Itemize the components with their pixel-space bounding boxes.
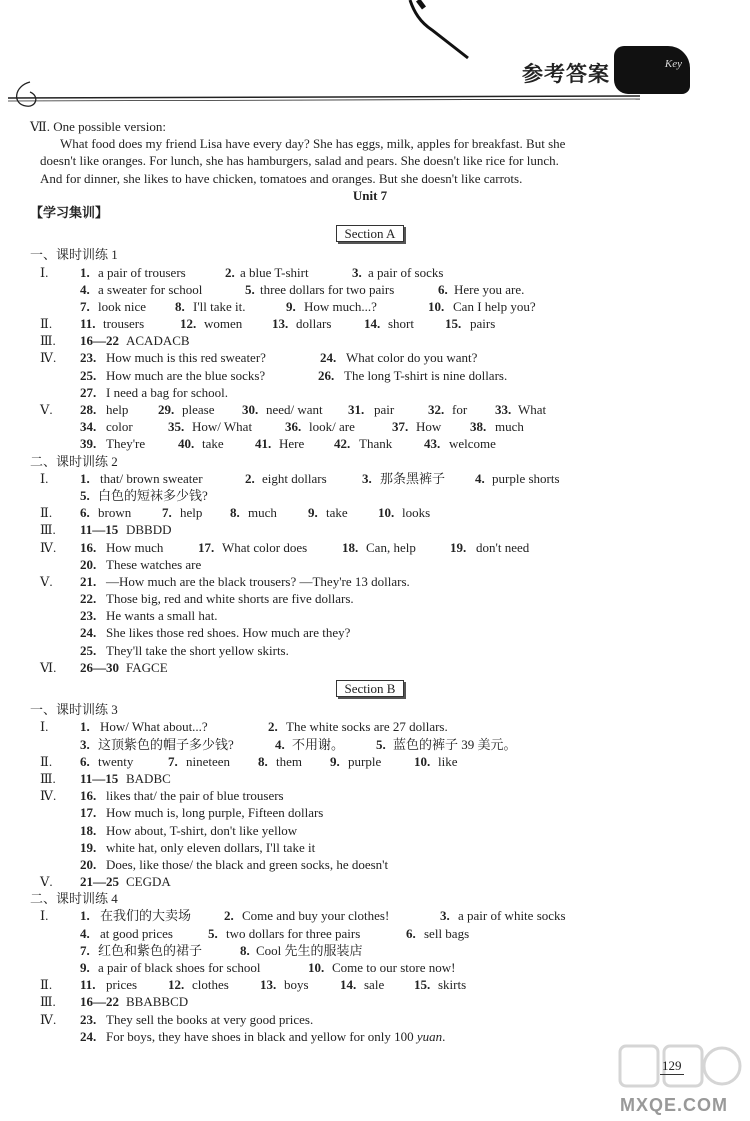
section-b-label: Section B bbox=[30, 680, 710, 697]
answer-row: 7. look nice 8. I'll take it. 9. How much...? 10. Can I help you? bbox=[80, 298, 536, 314]
answer-row: 20. Does, like those/ the black and green socks, he doesn't bbox=[80, 856, 389, 872]
para-label: Ⅶ. One possible version: bbox=[30, 119, 166, 134]
answer-row: 4. a sweater for school 5. three dollars for two pairs 6. Here you are. bbox=[80, 281, 525, 297]
answer-row: 18. How about, T-shirt, don't like yellow bbox=[80, 822, 298, 838]
answer-row: Ⅰ. 1. a pair of trousers 2. a blue T-shirt 3. a pair of socks bbox=[40, 264, 444, 280]
answer-row: Ⅰ. 1. that/ brown sweater 2. eight dollars 3. 那条黑裤子 4. purple shorts bbox=[40, 470, 560, 486]
para-line: doesn't like oranges. For lunch, she has hamburgers, salad and pears. She doesn't like rice for lunch. bbox=[40, 153, 559, 169]
answer-row: Ⅱ. 6. twenty 7. nineteen 8. them 9. purple 10. like bbox=[40, 753, 458, 769]
answer-row: Ⅳ. 23. How much is this red sweater? 24. What color do you want? bbox=[40, 350, 478, 366]
answer-row: 24. She likes those red shoes. How much are they? bbox=[80, 625, 351, 641]
answer-row: Ⅲ. 11—15 DBBDD bbox=[40, 522, 172, 538]
answer-row: Ⅱ. 11. trousers 12. women 13. dollars 14. short 15. pairs bbox=[40, 316, 496, 332]
lesson-heading: 一、课时训练 3 bbox=[30, 702, 118, 718]
lesson-heading: 一、课时训练 1 bbox=[30, 247, 118, 263]
answer-row: 23. He wants a small hat. bbox=[80, 608, 218, 624]
answer-row: 25. They'll take the short yellow skirts. bbox=[80, 642, 289, 658]
answer-row: 19. white hat, only eleven dollars, I'll take it bbox=[80, 839, 316, 855]
page-number: 129 bbox=[662, 1058, 682, 1073]
answer-row: Ⅲ. 16—22 BBABBCD bbox=[40, 994, 189, 1010]
answer-row: 27. I need a bag for school. bbox=[80, 384, 229, 400]
answer-row: 17. How much is, long purple, Fifteen dollars bbox=[80, 805, 324, 821]
answer-row: Ⅱ. 11. prices 12. clothes 13. boys 14. sale 15. skirts bbox=[40, 977, 467, 993]
answer-row: 22. Those big, red and white shorts are five dollars. bbox=[80, 591, 354, 607]
answer-row: 9. a pair of black shoes for school 10. Come to our store now! bbox=[80, 960, 456, 975]
answer-row: 3. 这顶紫色的帽子多少钱? 4. 不用谢。 5. 蓝色的裤子 39 美元。 bbox=[80, 736, 517, 752]
answer-row: Ⅳ. 16. How much 17. What color does 18. Can, help 19. don't need bbox=[40, 539, 530, 555]
answer-row: Ⅲ. 16—22 ACADACB bbox=[40, 333, 190, 349]
unit-title: Unit 7 bbox=[352, 187, 388, 203]
lesson-heading: 二、课时训练 2 bbox=[30, 453, 118, 469]
answer-row: 34. color 35. How/ What 36. look/ are 37. How 38. much bbox=[80, 419, 524, 435]
lesson-heading: 二、课时训练 4 bbox=[30, 891, 118, 907]
header-title: 参考答案 bbox=[522, 61, 610, 86]
answer-row: 24. For boys, they have shoes in black and yellow for only 100 yuan. bbox=[80, 1028, 446, 1044]
answer-row: 39. They're 40. take 41. Here 42. Thank 43. welcome bbox=[80, 436, 496, 452]
answer-row: Ⅵ. 26—30 FAGCE bbox=[40, 659, 168, 675]
answer-row: Ⅴ. 21. —How much are the black trousers? —They're 13 dollars. bbox=[40, 573, 410, 589]
header-badge-text: Key bbox=[664, 58, 682, 70]
answer-row: Ⅳ. 23. They sell the books at very good prices. bbox=[40, 1011, 314, 1027]
section-a-label: Section A bbox=[30, 225, 710, 242]
answer-row: 20. These watches are bbox=[80, 556, 202, 572]
answer-row: Ⅳ. 16. likes that/ the pair of blue trousers bbox=[40, 788, 284, 804]
answer-row: 25. How much are the blue socks? 26. The long T-shirt is nine dollars. bbox=[80, 367, 508, 383]
answer-row: 7. 红色和紫色的裙子 8. Cool 先生的服装店 bbox=[80, 942, 363, 958]
study-heading: 【学习集训】 bbox=[30, 204, 109, 220]
answer-row: Ⅴ. 28. help 29. please 30. need/ want 31. pair 32. for 33. What bbox=[40, 402, 547, 417]
answer-row: Ⅰ. 1. How/ What about...? 2. The white socks are 27 dollars. bbox=[40, 719, 448, 735]
answer-row: Ⅱ. 6. brown 7. help 8. much 9. take 10. looks bbox=[40, 505, 431, 521]
answer-row: Ⅰ. 1. 在我们的大卖场 2. Come and buy your clothes! 3. a pair of white socks bbox=[40, 908, 566, 924]
para-line: What food does my friend Lisa have every day? She has eggs, milk, apples for breakfast. But she bbox=[60, 136, 566, 152]
answer-content bbox=[30, 118, 710, 1045]
answer-row: 5. 白色的短袜多少钱? bbox=[80, 487, 208, 503]
page-header bbox=[0, 0, 750, 110]
watermark-text: MXQE.COM bbox=[620, 1095, 729, 1115]
answer-row: Ⅲ. 11—15 BADBC bbox=[40, 770, 171, 786]
header-badge bbox=[614, 46, 690, 94]
answer-row: 4. at good prices 5. two dollars for three pairs 6. sell bags bbox=[80, 925, 470, 941]
para-line: And for dinner, she likes to have chicken, tomatoes and oranges. But she doesn't like carrots. bbox=[40, 170, 523, 186]
answer-row: Ⅴ. 21—25 CEGDA bbox=[40, 874, 171, 890]
